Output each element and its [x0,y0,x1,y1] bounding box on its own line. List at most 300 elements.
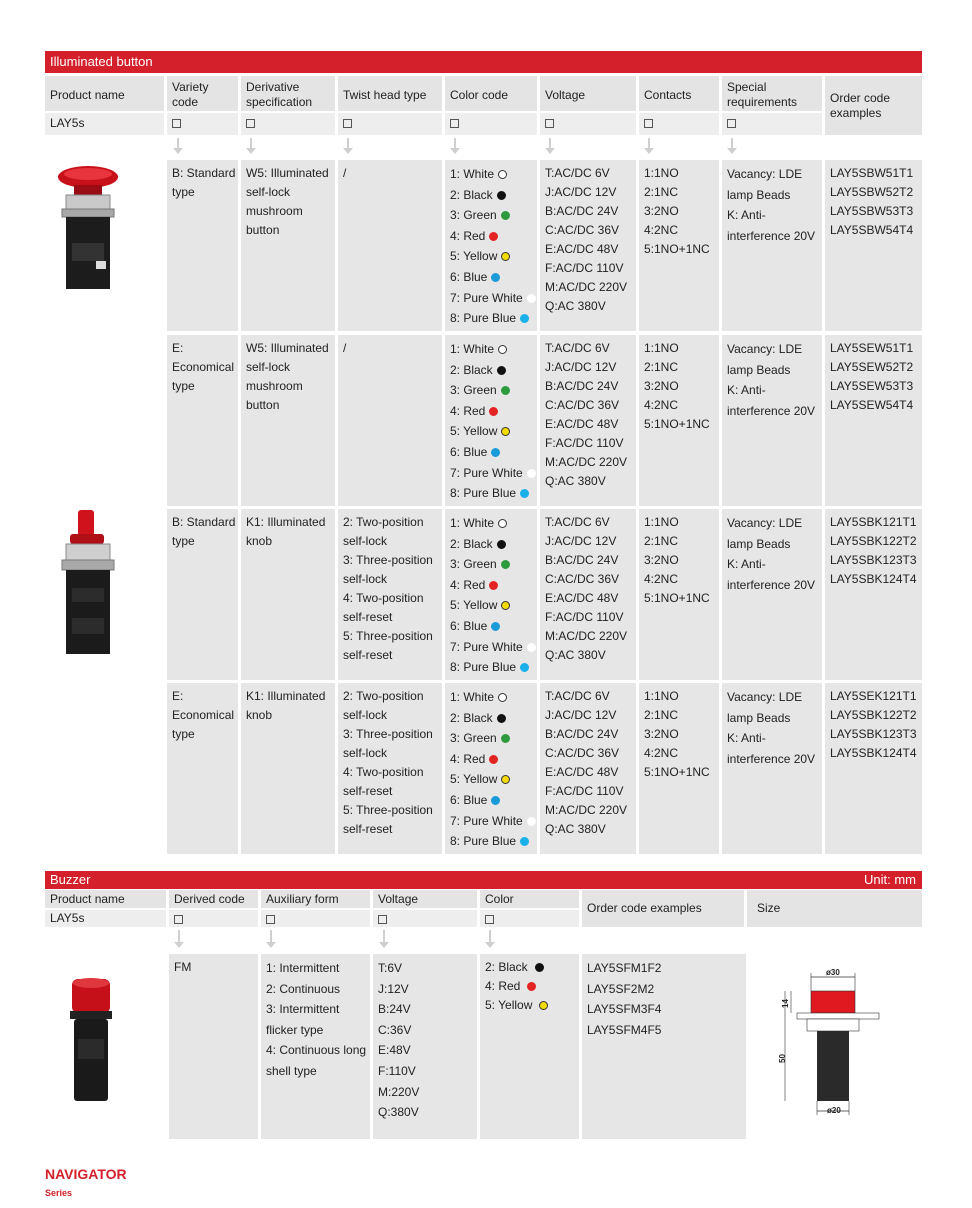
color-dot-icon [527,817,536,826]
row0-variety-cell [167,160,238,331]
color-label: 8: Pure Blue [450,486,517,501]
row2-variety-line: B: Standard [172,515,236,529]
row3-color-item [450,728,533,749]
buzzer-aux-cb-cell [261,910,370,927]
buzzer-derived-cell [169,954,258,1139]
buzzer-size-drawing [775,965,880,1123]
color-dot-icon [501,734,510,743]
row0-variety-line: B: Standard [172,166,236,180]
row0-color-item [450,267,533,288]
color-label: 6: Blue [450,444,488,459]
color-label: 3: Green [450,208,497,223]
row0-contacts-line: 5:1NO+1NC [644,242,710,256]
row0-twist-cell [338,160,442,331]
row2-color-cell [445,509,537,680]
row1-color-item [450,483,533,504]
contacts-checkbox[interactable] [644,119,653,128]
arrow-buz-1-shaft [270,930,272,942]
row0-volt-line: M:AC/DC 220V [545,280,628,294]
row2-orders-line: LAY5SBK123T3 [830,553,917,567]
row2-color-item [450,534,533,555]
variety-checkbox[interactable] [172,119,181,128]
buzzer-order-line: LAY5SFM3F4 [587,1002,662,1017]
buzzer-voltage-line: C:36V [378,1022,412,1037]
row1-variety-cell [167,335,238,506]
row0-color-item [450,185,533,206]
row0-orders-line: LAY5SBW51T1 [830,166,914,180]
row1-volt-line: J:AC/DC 12V [545,360,617,374]
row1-volt-line: B:AC/DC 24V [545,379,619,393]
row3-orders-line: LAY5SBK123T3 [830,727,917,741]
arrow-ill-4-shaft [549,138,551,148]
row3-twist-line: 5: Three-position [343,803,433,817]
buzzer-order-line: LAY5SFM4F5 [587,1022,662,1037]
color-dot-icon [527,469,536,478]
row2-color-item [450,637,533,658]
arrow-buz-1-head [266,942,276,948]
header-special: Special requirements [722,76,822,111]
row3-orders-line: LAY5SBK122T2 [830,708,917,722]
buzzer-order-cell [582,954,746,1139]
row3-contacts-line: 2:1NC [644,708,679,722]
row2-special-cell [722,509,822,680]
twist-checkbox-cell [338,113,442,135]
row1-volt-line: E:AC/DC 48V [545,417,619,431]
special-checkbox[interactable] [727,119,736,128]
color-dot-icon [501,386,510,395]
row1-spec-line: W5: Illuminated [246,341,329,355]
row2-contacts-line: 1:1NO [644,515,679,529]
row3-contacts-line: 5:1NO+1NC [644,765,710,779]
color-label: 7: Pure White [450,813,523,828]
color-label: 6: Blue [450,269,488,284]
row2-contacts-line: 3:2NO [644,553,679,567]
color-dot-icon [501,601,510,610]
row1-color-item [450,360,533,381]
row3-twist-cell [338,683,442,854]
arrow-ill-2-shaft [347,138,349,148]
row3-volt-line: B:AC/DC 24V [545,727,619,741]
arrow-buz-0-head [174,942,184,948]
color-dot-icon [520,663,529,672]
color-label: 5: Yellow [450,424,498,439]
arrow-ill-2-head [343,148,353,154]
color-dot-icon [489,232,498,241]
buzzer-voltage-line: J:12V [378,981,409,996]
row3-contacts-line: 4:2NC [644,746,679,760]
row0-volt-line: E:AC/DC 48V [545,242,619,256]
buzzer-derived-checkbox[interactable] [174,915,183,924]
row1-special-line: K: Anti- [727,383,766,398]
color-label: 6: Blue [450,618,488,633]
row3-color-item [450,708,533,729]
row1-contacts-line: 4:2NC [644,398,679,412]
color-dot-icon [535,963,544,972]
row3-contacts-line: 3:2NO [644,727,679,741]
row2-color-item [450,595,533,616]
row0-special-line: lamp Beads [727,187,791,202]
row2-orders-cell [825,509,922,680]
row0-volt-line: J:AC/DC 12V [545,185,617,199]
color-label: 1: White [450,690,495,704]
row0-volt-line: Q:AC 380V [545,299,606,313]
arrow-buz-3-shaft [489,930,491,942]
row3-color-item [450,687,533,708]
color-dot-icon [539,1001,548,1010]
row2-contacts-line: 2:1NC [644,534,679,548]
row3-color-item [450,831,533,852]
row1-color-item [450,463,533,484]
row1-spec-line: mushroom [246,379,303,393]
row3-twist-line: self-lock [343,708,388,722]
spec-checkbox[interactable] [246,119,255,128]
row2-contacts-line: 4:2NC [644,572,679,586]
row3-twist-line: 4: Two-position [343,765,424,779]
footer-series: Series [45,1188,73,1198]
color-dot-icon [489,407,498,416]
footer-brand: NAVIGATOR [45,1166,127,1182]
buzzer-title: Buzzer [50,872,91,887]
color-label: 8: Pure Blue [450,660,517,675]
row1-color-item [450,339,533,360]
section-title-illuminated: Illuminated button [45,51,922,73]
row2-volt-line: M:AC/DC 220V [545,629,628,643]
buzzer-voltage-line: Q:380V [378,1105,419,1120]
row2-volt-line: C:AC/DC 36V [545,572,620,586]
row0-contacts-line: 2:1NC [644,185,679,199]
arrow-ill-3-shaft [454,138,456,148]
row2-twist-line: self-reset [343,648,393,662]
arrow-ill-5-shaft [648,138,650,148]
row1-volt-line: Q:AC 380V [545,474,606,488]
row0-volt-line: T:AC/DC 6V [545,166,610,180]
row0-spec-line: W5: Illuminated [246,166,329,180]
buzzer-color-cell [480,954,579,1139]
row1-volt-cell [540,335,636,506]
row3-spec-line: knob [246,708,273,722]
row2-orders-line: LAY5SBK121T1 [830,515,917,529]
buzzer-aux-line: shell type [266,1063,317,1078]
buzzer-derived-cb-cell [169,910,258,927]
buzzer-voltage-line: B:24V [378,1002,411,1017]
buzzer-voltage-line: M:220V [378,1084,420,1099]
row0-color-cell [445,160,537,331]
buzzer-header-size: Size [747,890,922,927]
row3-orders-cell [825,683,922,854]
row3-variety-cell [167,683,238,854]
row3-spec-cell [241,683,335,854]
row2-volt-line: B:AC/DC 24V [545,553,619,567]
row1-variety-line: type [172,379,195,393]
row2-color-item [450,657,533,678]
voltage-checkbox-cell [540,113,636,135]
buzzer-product-value: LAY5s [45,910,166,927]
row2-orders-line: LAY5SBK124T4 [830,572,917,586]
voltage-checkbox[interactable] [545,119,554,128]
color-label: 7: Pure White [450,639,523,654]
buzzer-image [62,975,120,1105]
color-dot-icon [501,560,510,569]
buzzer-voltage-line: E:48V [378,1043,411,1058]
color-dot-icon [491,622,500,631]
row0-color-item [450,164,533,185]
color-label: 7: Pure White [450,290,523,305]
buzzer-aux-line: 2: Continuous [266,981,341,996]
row3-special-line: lamp Beads [727,710,791,725]
row1-volt-line: T:AC/DC 6V [545,341,610,355]
arrow-buz-3-head [485,942,495,948]
arrow-ill-6-head [727,148,737,154]
row1-volt-line: F:AC/DC 110V [545,436,624,450]
row0-spec-line: button [246,223,280,237]
header-derivative-spec: Derivative specification [241,76,335,111]
row1-color-cell [445,335,537,506]
mushroom-button-image [52,163,124,293]
color-dot-icon [489,581,498,590]
row2-twist-line: 5: Three-position [343,629,433,643]
row3-spec-line: K1: Illuminated [246,689,326,703]
contacts-checkbox-cell [639,113,719,135]
row3-color-cell [445,683,537,854]
arrow-ill-3-head [450,148,460,154]
row3-special-line: Vacancy: LDE [727,690,803,704]
color-label: 1: White [450,167,495,181]
color-label: 5: Yellow [450,772,498,787]
buzzer-color-checkbox[interactable] [485,915,494,924]
color-dot-icon [498,345,507,354]
color-label: 1: White [450,516,495,530]
color-dot-icon [497,540,506,549]
buzzer-aux-line: 4: Continuous long [266,1043,367,1058]
color-dot-icon [501,775,510,784]
row3-twist-line: self-reset [343,784,393,798]
color-dot-icon [501,252,510,261]
color-label: 4: Red [450,751,486,766]
row3-twist-line: self-lock [343,746,388,760]
row2-twist-line: self-reset [343,610,393,624]
row0-special-cell [722,160,822,331]
row1-volt-line: C:AC/DC 36V [545,398,620,412]
row2-twist-line: 3: Three-position [343,553,433,567]
row3-special-cell [722,683,822,854]
color-dot-icon [497,366,506,375]
row1-orders-line: LAY5SEW53T3 [830,379,914,393]
arrow-buz-2-shaft [383,930,385,942]
arrow-ill-0-head [173,148,183,154]
row0-contacts-cell [639,160,719,331]
row3-color-item [450,811,533,832]
buzzer-derived-value: FM [174,960,192,974]
row0-special-line: Vacancy: LDE [727,167,803,181]
row3-color-item [450,749,533,770]
color-label: 4: Red [450,403,486,418]
row3-special-line: K: Anti- [727,731,766,746]
row0-spec-line: self-lock [246,185,291,199]
header-variety-code: Variety code [167,76,238,111]
color-label: 2: Black [450,710,493,725]
row1-orders-line: LAY5SEW51T1 [830,341,914,355]
row0-color-item [450,246,533,267]
row3-orders-line: LAY5SEK121T1 [830,689,917,703]
color-label: 3: Green [450,383,497,398]
row3-volt-line: J:AC/DC 12V [545,708,617,722]
row1-special-line: Vacancy: LDE [727,342,803,356]
buzzer-header-color: Color [480,890,579,908]
row0-orders-line: LAY5SBW54T4 [830,223,914,237]
row2-volt-line: F:AC/DC 110V [545,610,624,624]
header-color-code: Color code [445,76,537,111]
row3-color-item [450,790,533,811]
arrow-ill-6-shaft [731,138,733,148]
row2-volt-cell [540,509,636,680]
arrow-ill-5-head [644,148,654,154]
row2-special-line: interference 20V [727,577,816,592]
color-dot-icon [489,755,498,764]
color-label: 5: Yellow [450,598,498,613]
buzzer-header-order: Order code examples [582,890,744,927]
row3-volt-cell [540,683,636,854]
row3-volt-line: E:AC/DC 48V [545,765,619,779]
product-name-value: LAY5s [45,113,164,135]
row2-twist-line: self-lock [343,534,388,548]
buzzer-order-line: LAY5SF2M2 [587,981,655,996]
row1-variety-line: E: [172,341,184,355]
row2-variety-line: type [172,534,195,548]
color-dot-icon [498,519,507,528]
row1-orders-line: LAY5SEW54T4 [830,398,914,412]
row0-special-line: K: Anti- [727,208,766,223]
color-label: 3: Green [450,731,497,746]
buzzer-header-voltage: Voltage [373,890,477,908]
header-order-code: Order code examples [825,76,922,135]
color-checkbox[interactable] [450,119,459,128]
row1-volt-line: M:AC/DC 220V [545,455,628,469]
color-dot-icon [520,314,529,323]
buzzer-aux-line: 1: Intermittent [266,961,340,975]
row1-orders-cell [825,335,922,506]
row2-spec-line: knob [246,534,273,548]
row0-spec-cell [241,160,335,331]
row2-special-line: Vacancy: LDE [727,516,803,530]
row2-twist-line: 4: Two-position [343,591,424,605]
row3-variety-line: type [172,727,195,741]
color-label: 2: Black [450,187,493,202]
header-product-name: Product name [45,76,164,111]
row0-color-item [450,288,533,309]
dim-height: 50 [777,1054,787,1063]
row1-contacts-line: 2:1NC [644,360,679,374]
row3-volt-line: C:AC/DC 36V [545,746,620,760]
dim-cap: 14 [780,999,790,1008]
buzzer-voltage-checkbox[interactable] [378,915,387,924]
buzzer-voltage-cb-cell [373,910,477,927]
arrow-buz-0-shaft [178,930,180,942]
arrow-buz-2-head [379,942,389,948]
spec-checkbox-cell [241,113,335,135]
color-label: 5: Yellow [450,249,498,264]
color-dot-icon [491,448,500,457]
color-label: 8: Pure Blue [450,834,517,849]
row1-twist-cell [338,335,442,506]
buzzer-header-derived: Derived code [169,890,258,908]
row0-twist-line: / [343,166,347,180]
row0-color-item [450,226,533,247]
row3-twist-line: 3: Three-position [343,727,433,741]
row3-orders-line: LAY5SBK124T4 [830,746,917,760]
row0-contacts-line: 1:1NO [644,166,679,180]
row1-special-line: interference 20V [727,403,816,418]
row3-special-line: interference 20V [727,751,816,766]
row1-orders-line: LAY5SEW52T2 [830,360,914,374]
row2-spec-line: K1: Illuminated [246,515,326,529]
buzzer-color-label: 5: Yellow [485,998,533,1012]
color-dot-icon [527,643,536,652]
row2-volt-line: E:AC/DC 48V [545,591,619,605]
color-dot-icon [501,427,510,436]
variety-checkbox-cell [167,113,238,135]
row1-variety-line: Economical [172,360,235,374]
row1-color-item [450,442,533,463]
row3-twist-line: 2: Two-position [343,689,424,703]
row2-volt-line: Q:AC 380V [545,648,606,662]
color-label: 4: Red [450,228,486,243]
row3-twist-line: self-reset [343,822,393,836]
row0-color-item [450,205,533,226]
arrow-ill-0-shaft [177,138,179,148]
arrow-ill-1-head [246,148,256,154]
row2-orders-line: LAY5SBK122T2 [830,534,917,548]
buzzer-aux-line: 3: Intermittent [266,1002,340,1017]
color-label: 1: White [450,342,495,356]
arrow-ill-4-head [545,148,555,154]
buzzer-color-label: 2: Black [485,960,528,974]
twist-checkbox[interactable] [343,119,352,128]
row0-contacts-line: 4:2NC [644,223,679,237]
buzzer-aux-checkbox[interactable] [266,915,275,924]
row2-volt-line: J:AC/DC 12V [545,534,617,548]
buzzer-voltage-line: T:6V [378,961,403,975]
color-dot-icon [527,294,536,303]
row1-contacts-line: 1:1NO [644,341,679,355]
color-dot-icon [520,489,529,498]
row0-volt-line: B:AC/DC 24V [545,204,619,218]
row0-variety-line: type [172,185,195,199]
color-dot-icon [498,170,507,179]
row3-volt-line: F:AC/DC 110V [545,784,624,798]
color-dot-icon [497,191,506,200]
buzzer-color-item [485,958,575,977]
row0-orders-cell [825,160,922,331]
buzzer-aux-cell [261,954,370,1139]
row3-variety-line: Economical [172,708,235,722]
row2-variety-cell [167,509,238,680]
row3-variety-line: E: [172,689,184,703]
row0-volt-line: C:AC/DC 36V [545,223,620,237]
row2-color-item [450,554,533,575]
row1-contacts-line: 5:1NO+1NC [644,417,710,431]
row1-twist-line: / [343,341,347,355]
color-label: 2: Black [450,536,493,551]
row3-volt-line: Q:AC 380V [545,822,606,836]
knob-selector-image [52,508,124,658]
row2-color-item [450,513,533,534]
row2-twist-line: 2: Two-position [343,515,424,529]
row3-contacts-line: 1:1NO [644,689,679,703]
row1-color-item [450,421,533,442]
row2-twist-line: self-lock [343,572,388,586]
buzzer-voltage-cell [373,954,477,1139]
buzzer-unit: Unit: mm [864,872,916,887]
